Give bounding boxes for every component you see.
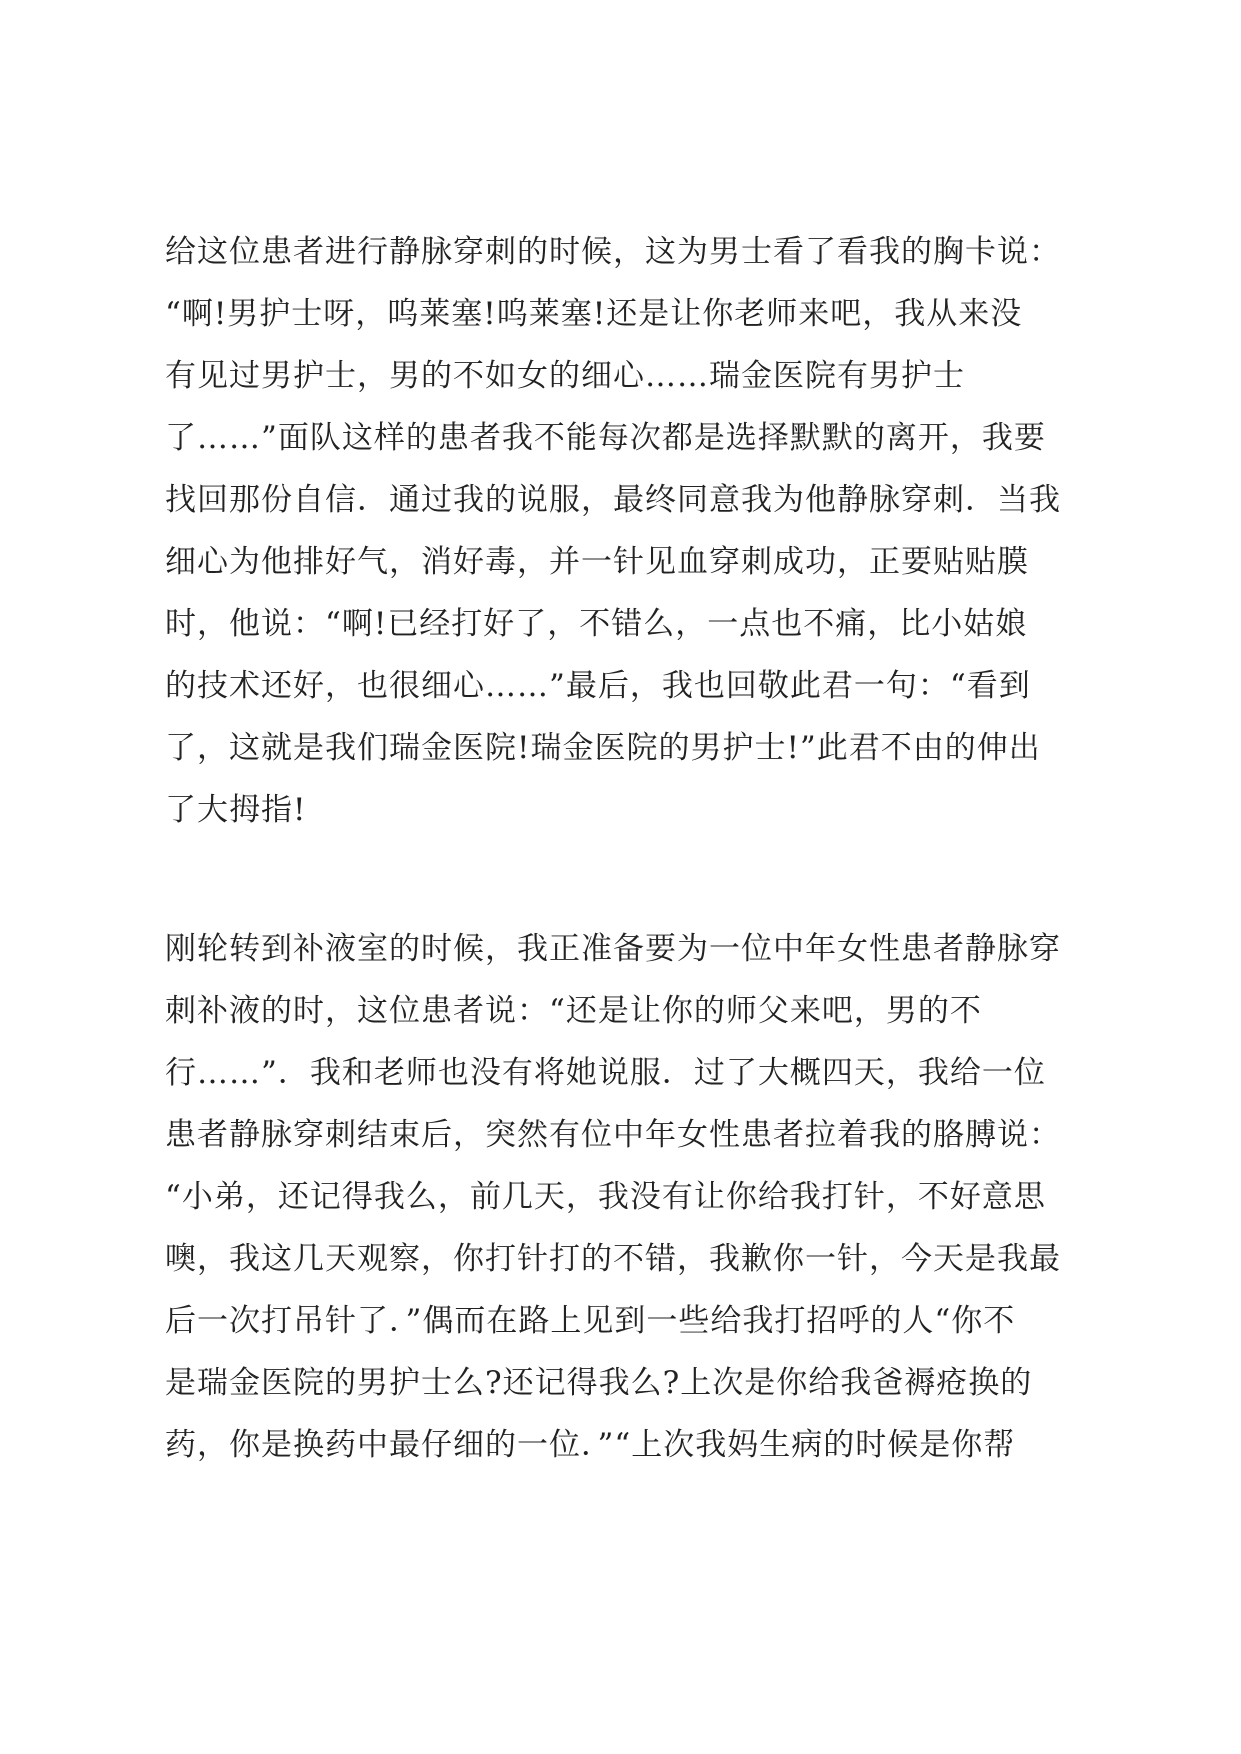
text-line: 患者静脉穿刺结束后，突然有位中年女性患者拉着我的胳膊说： xyxy=(165,1117,1061,1153)
text-line: 有见过男护士，男的不如女的细心……瑞金医院有男护士 xyxy=(165,358,965,394)
text-line: 是瑞金医院的男护士么?还记得我么?上次是你给我爸褥疮换的 xyxy=(165,1365,1033,1401)
text-line: 时，他说：“啊!已经打好了，不错么，一点也不痛，比小姑娘 xyxy=(165,606,1028,642)
text-line: 刺补液的时，这位患者说：“还是让你的师父来吧，男的不 xyxy=(165,993,982,1029)
text-line: 找回那份自信．通过我的说服，最终同意我为他静脉穿刺．当我 xyxy=(165,482,1061,518)
text-line: 刚轮转到补液室的时候，我正准备要为一位中年女性患者静脉穿 xyxy=(165,931,1061,967)
text-line: “啊!男护士呀，呜莱塞!呜莱塞!还是让你老师来吧，我从来没 xyxy=(165,296,1023,332)
text-line: 了……”面队这样的患者我不能每次都是选择默默的离开，我要 xyxy=(165,420,1046,456)
text-line: 后一次打吊针了．”偶而在路上见到一些给我打招呼的人“你不 xyxy=(165,1303,1016,1339)
text-line: 了，这就是我们瑞金医院!瑞金医院的男护士!”此君不由的伸出 xyxy=(165,730,1041,766)
text-line: 行……”．我和老师也没有将她说服．过了大概四天，我给一位 xyxy=(165,1055,1046,1091)
text-line: 给这位患者进行静脉穿刺的时候，这为男士看了看我的胸卡说： xyxy=(165,234,1061,270)
text-line: 噢，我这几天观察，你打针打的不错，我歉你一针，今天是我最 xyxy=(165,1241,1061,1277)
text-line: 了大拇指! xyxy=(165,792,307,828)
text-line: 的技术还好，也很细心……”最后，我也回敬此君一句：“看到 xyxy=(165,668,1031,704)
text-line: “小弟，还记得我么，前几天，我没有让你给我打针，不好意思 xyxy=(165,1179,1046,1215)
text-line: 药，你是换药中最仔细的一位．”“上次我妈生病的时候是你帮 xyxy=(165,1427,1016,1463)
text-line: 细心为他排好气，消好毒，并一针见血穿刺成功，正要贴贴膜 xyxy=(165,544,1029,580)
